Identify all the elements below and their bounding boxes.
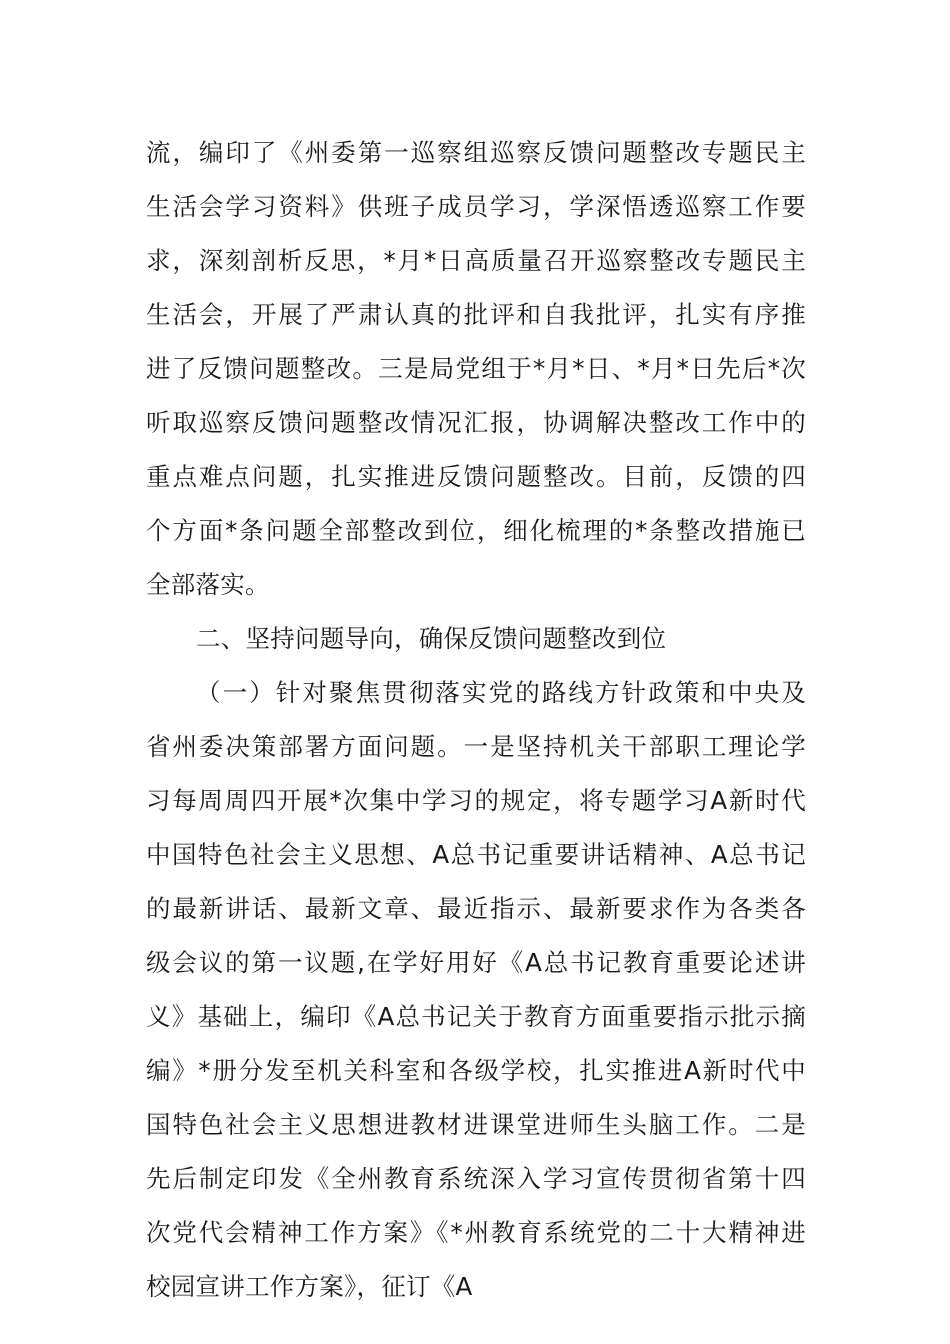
text-line: 省州委决策部署方面问题。一是坚持机关干部职工理论学 xyxy=(146,732,806,761)
text-line: 全部落实。 xyxy=(146,570,270,599)
text-line: 中国特色社会主义思想、A总书记重要讲话精神、A总书记 xyxy=(146,840,806,869)
text-line: 的最新讲话、最新文章、最近指示、最新要求作为各类各 xyxy=(146,894,806,923)
text-line: 习每周周四开展*次集中学习的规定，将专题学习A新时代 xyxy=(146,786,806,815)
text-line: 国特色社会主义思想进教材进课堂进师生头脑工作。二是 xyxy=(146,1110,806,1139)
text-line: 次党代会精神工作方案》《*州教育系统党的二十大精神进 xyxy=(146,1218,806,1247)
document-body xyxy=(146,126,806,1314)
text-line: 生活会，开展了严肃认真的批评和自我批评，扎实有序推 xyxy=(146,300,806,329)
paragraph-rectification-summary xyxy=(146,126,806,612)
section-heading: 二、坚持问题导向，确保反馈问题整改到位 xyxy=(196,624,667,653)
text-line: 义》基础上，编印《A总书记关于教育方面重要指示批示摘 xyxy=(146,1002,806,1031)
paragraph-policy-implementation xyxy=(146,666,806,1314)
text-line: 重点难点问题，扎实推进反馈问题整改。目前，反馈的四 xyxy=(146,462,806,491)
text-line: 级会议的第一议题,在学好用好《A总书记教育重要论述讲 xyxy=(146,948,806,977)
text-line: 编》*册分发至机关科室和各级学校，扎实推进A新时代中 xyxy=(146,1056,806,1085)
text-line: 进了反馈问题整改。三是局党组于*月*日、*月*日先后*次 xyxy=(146,354,806,383)
text-line: 流，编印了《州委第一巡察组巡察反馈问题整改专题民主 xyxy=(146,138,806,167)
text-line: （一）针对聚焦贯彻落实党的路线方针政策和中央及 xyxy=(196,678,806,707)
text-line: 校园宣讲工作方案》，征订《A xyxy=(146,1272,473,1301)
text-line: 先后制定印发《全州教育系统深入学习宣传贯彻省第十四 xyxy=(146,1164,806,1193)
text-line: 听取巡察反馈问题整改情况汇报，协调解决整改工作中的 xyxy=(146,408,806,437)
text-line: 个方面*条问题全部整改到位，细化梳理的*条整改措施已 xyxy=(146,516,806,545)
text-line: 求，深刻剖析反思，*月*日高质量召开巡察整改专题民主 xyxy=(146,246,806,275)
text-line: 生活会学习资料》供班子成员学习，学深悟透巡察工作要 xyxy=(146,192,806,221)
